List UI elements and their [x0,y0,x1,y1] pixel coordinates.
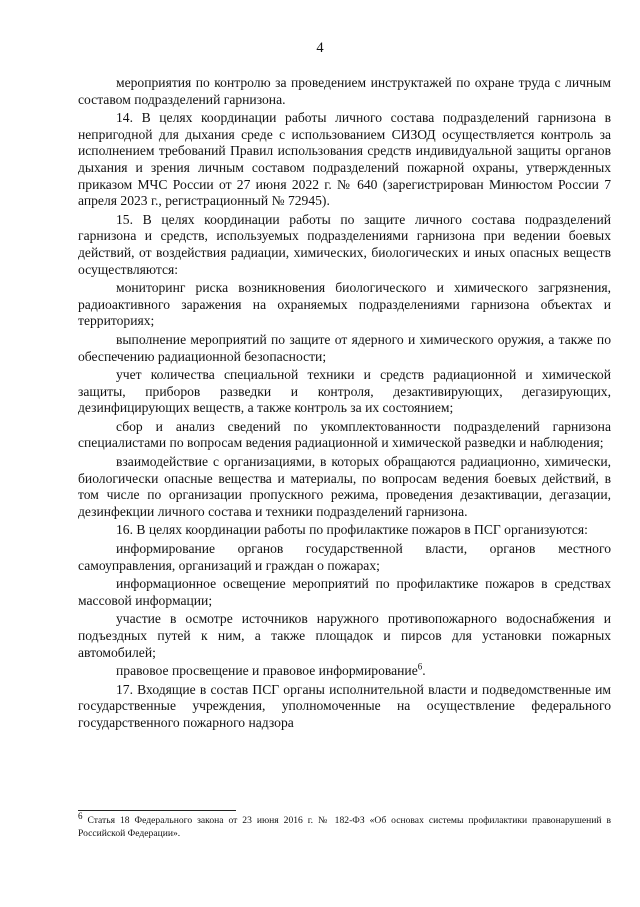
list-item-media: информационное освещение мероприятий по профилактике пожаров в средствах массовой информации; [78,576,611,608]
footnote-separator [78,810,236,811]
paragraph-14: 14. В целях координации работы личного состава подразделений гарнизона в непригодной для дыхания среде с использованием СИЗОД осуществляется контроль за исполнением требований Правил использования средств индивидуальной защиты органов дыхания и зрения личным составом подразделений пожарной охраны, утвержденных приказом МЧС России от 27 июня 2022 г. № 640 (зарегистрирован Минюстом России 7 апреля 2023 г., регистрационный № 72945). [78,110,611,209]
list-item-protection: выполнение мероприятий по защите от ядерного и химического оружия, а также по обеспечению радиационной безопасности; [78,331,611,364]
paragraph-17: 17. Входящие в состав ПСГ органы исполнительной власти и подведомственные им государственные учреждения, уполномоченные на осуществление федерального государственного пожарного надзора [78,681,611,730]
list-item-data-collection: сбор и анализ сведений по укомплектованности подразделений гарнизона специалистами по вопросам ведения радиационной и химической разведки и наблюдения; [78,418,611,451]
list-item-interaction: взаимодействие с организациями, в которых обращаются радиационно, химически, биологически опасные вещества и материалы, по вопросам ведения боевых действий, в том числе по организации пропускного режима, проведения дезактивации, дегазации, дезинфекции личного состава и техники подразделений гарнизона. [78,454,611,519]
footnote [78,810,611,840]
list-item-accounting: учет количества специальной техники и средств радиационной и химической защиты, приборов разведки и контроля, дезактивирующих, дегазирующих, дезинфицирующих веществ, а также контроль за их состоянием; [78,367,611,416]
body-text [78,75,611,734]
list-item-inspection: участие в осмотре источников наружного противопожарного водоснабжения и подъездных путей к ним, а также площадок и пирсов для установки пожарных автомобилей; [78,611,611,660]
paragraph-continuation: мероприятия по контролю за проведением инструктажей по охране труда с личным составом подразделений гарнизона. [78,75,611,107]
list-item-legal-education [78,663,611,680]
paragraph-15: 15. В целях координации работы по защите личного состава подразделений гарнизона и средств, используемых подразделениями гарнизона при ведении боевых действий, от воздействия радиации, химических, биологических и иных опасных веществ осуществляются: [78,211,611,277]
list-item-informing: информирование органов государственной власти, органов местного самоуправления, организаций и граждан о пожарах; [78,541,611,573]
paragraph-16: 16. В целях координации работы по профилактике пожаров в ПСГ организуются: [116,522,588,538]
list-item-monitoring: мониторинг риска возникновения биологического и химического загрязнения, радиоактивного заражения на охраняемых подразделениями гарнизона объектах и территориях; [78,280,611,329]
footnote-text: Статья 18 Федерального закона от 23 июня 2016 г. № 182-ФЗ «Об основах системы профилактики правонарушений в Российской Федерации». [78,815,611,839]
legal-education-text: правовое просвещение и правовое информирование [116,663,418,679]
page-number: 4 [316,40,324,56]
legal-education-end: . [422,663,426,679]
footnote-number: 6 [78,810,83,821]
footnote-reference[interactable]: 6 [417,661,423,672]
